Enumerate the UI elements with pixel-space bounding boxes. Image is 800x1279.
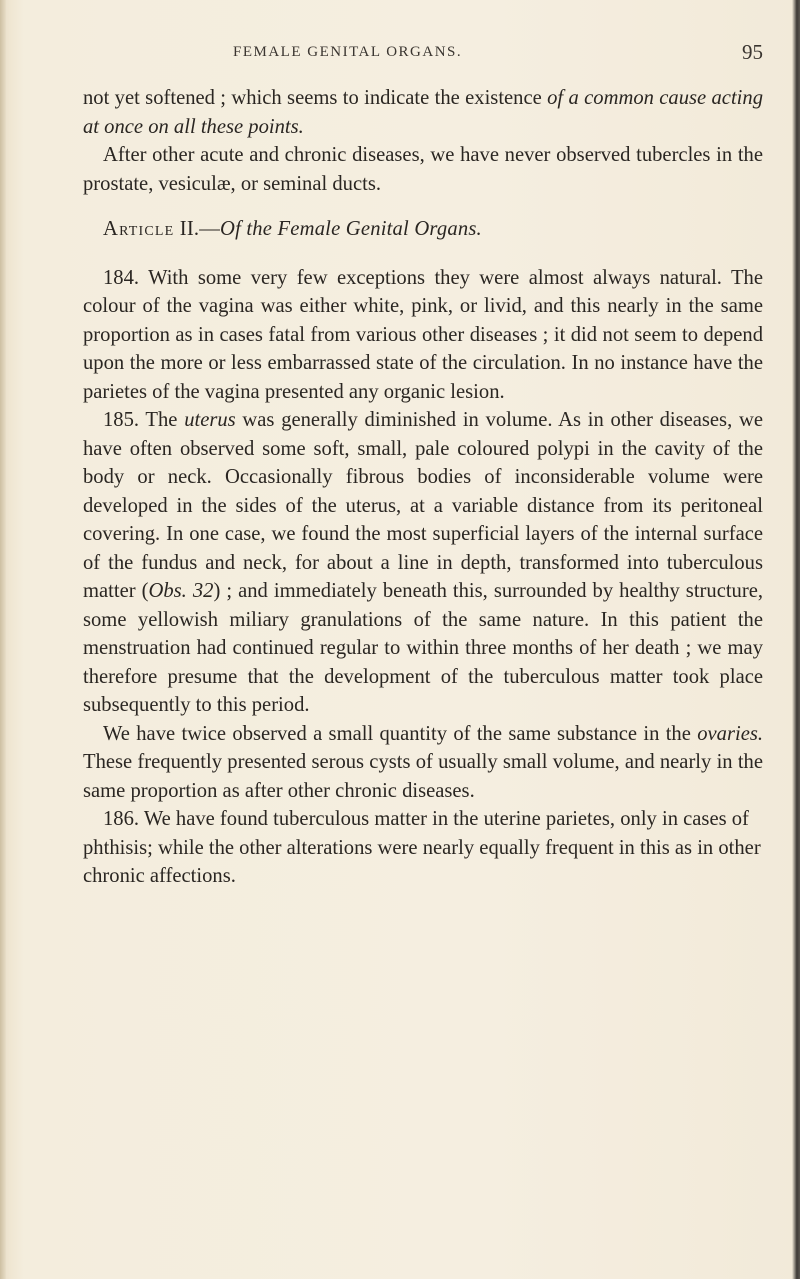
page-number: 95 [742, 40, 763, 64]
emphasis-ovaries: ovaries. [697, 722, 763, 745]
paragraph-prostate: After other acute and chronic diseases, we have never observed tubercles in the prostate, vesiculæ, or seminal ducts. [83, 144, 763, 195]
page-header [83, 40, 763, 70]
emphasis-text: of a common cause acting at once on all these points. [83, 87, 763, 138]
section-number: 186. [103, 808, 140, 830]
page-edge [792, 0, 800, 1279]
paragraph-text: not yet softened ; which seems to indicate the existence [83, 87, 548, 109]
section-number: 184. [103, 266, 140, 289]
section-186 [83, 805, 763, 891]
article-number: II.— [174, 218, 221, 240]
article-label: Article [103, 218, 175, 240]
observation-reference: Obs. 32 [148, 580, 214, 602]
paragraph-text: These frequently presented serous cysts of usually small volume, and nearly in the same proportion as after other chronic diseases. [83, 751, 763, 802]
article-title: Of the Female Genital Organs. [220, 218, 482, 240]
page-gutter [0, 0, 6, 1279]
running-title: FEMALE GENITAL ORGANS. [233, 44, 463, 60]
section-text: With some very few exceptions they were almost always natural. The colour of the vagina was either white, pink, or livid, and this nearly in the same proportion as in cases fatal from various other diseases ; it did not seem to depend upon the more or less embarrassed state of the circulation. In no instance have the parietes of the vagina presented any organic lesion. [83, 266, 763, 403]
article-heading [83, 215, 763, 244]
emphasis-uterus: uterus [184, 409, 236, 431]
paragraph-continuation [83, 84, 763, 141]
paragraph-text: We have twice observed a small quantity of the same substance in the [103, 722, 698, 745]
section-text: ) ; and immediately beneath this, surrounded by healthy structure, some yellowish miliary granulations of the same nature. In this patient the menstruation had continued regular to within three months of her death ; we may therefore presume that the development of the tuberculous matter took place subsequently to this period. [83, 580, 764, 716]
section-185 [83, 406, 763, 720]
paragraph-ovaries [83, 720, 763, 806]
section-text: The [139, 409, 185, 431]
section-text: was generally diminished in volume. As in other diseases, we have often observed some soft, small, pale coloured polypi in the cavity of the body or neck. Occasionally fibrous bodies of inconsiderable volume were developed in the sides of the uterus, at a variable distance from its peritoneal covering. In one case, we found the most superficial layers of the internal surface of the fundus and neck, for about a line in depth, transformed into tuberculous matter ( [83, 409, 763, 602]
section-text: We have found tuberculous matter in the uterine parietes, only in cases of phthisis; while the other alterations were nearly equally frequent in this as in other chronic affections. [83, 808, 761, 887]
body-text [83, 84, 763, 891]
section-184 [83, 264, 763, 407]
section-number: 185. [103, 409, 140, 431]
